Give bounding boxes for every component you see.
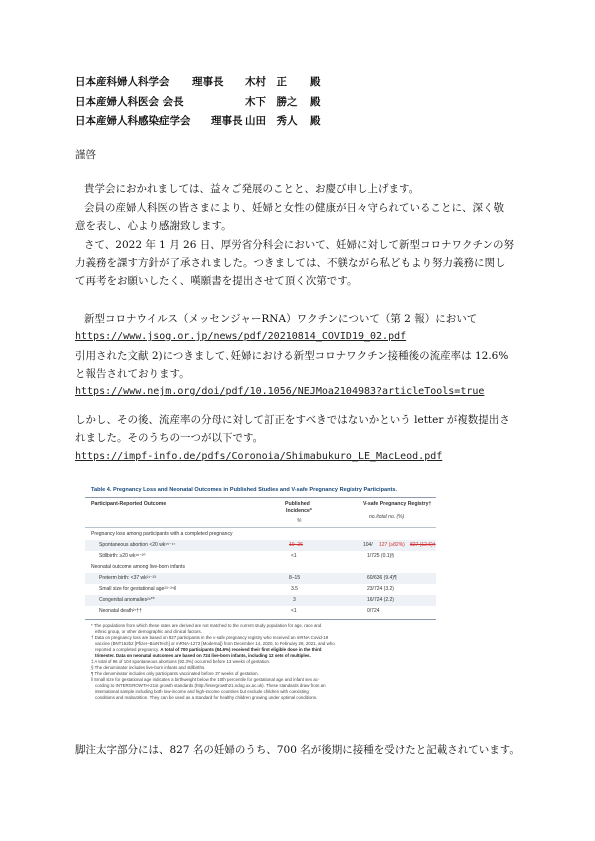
addressee-title-3: 理事長: [211, 115, 243, 127]
row-label: Spontaneous abortion <20 wk¹⁵⁻¹⁷: [99, 542, 176, 548]
row-registry: 1/725 (0.1)§: [367, 553, 394, 559]
row-registry: 104/: [363, 542, 373, 548]
footnote-text: reported a completed pregnancy.: [95, 647, 160, 652]
paragraph-3-line-1: さて、2022 年 1 月 26 日、厚労省分科会において、妊婦に対して新型コロナワクチンの努: [84, 239, 515, 251]
closing-paragraph: 脚注太字部分には、827 名の妊婦のうち、700 名が後期に接種を受けたと記載されています。: [75, 744, 520, 756]
section-label: Neonatal outcome among live-born infants: [91, 564, 185, 570]
footnote-line: * The populations from which these rates are derived are not matched to the current study population for age, race and: [91, 623, 322, 628]
row-label: Neonatal death²⁷††: [99, 608, 142, 614]
footnote-line: ‖ Small size for gestational age indicates a birthweight below the 10th percentile for gestational age and infant sex ac-: [91, 677, 320, 682]
impf-link[interactable]: https://impf-info.de/pdfs/Coronoia/Shimabukuro_LE_MacLeod.pdf: [75, 451, 443, 462]
addressee-name-1: 木村 正: [245, 76, 287, 88]
row-published: <1: [291, 553, 297, 559]
paragraph-5-line-2: と報告されております。: [75, 368, 190, 380]
addressee-honorific-2: 殿: [310, 96, 321, 108]
row-registry: 16/724 (2.2): [367, 597, 394, 603]
row-label: Stillbirth: ≥20 wk¹⁸⁻²⁰: [99, 553, 146, 559]
row-published: 3.5: [291, 586, 298, 592]
table-row: [85, 584, 436, 595]
addressee-title-1: 理事長: [192, 76, 224, 88]
greeting: 謹啓: [75, 149, 96, 161]
table-row: [85, 606, 436, 617]
table-row: [85, 551, 436, 562]
col-header-registry: V-safe Pregnancy Registry†: [363, 501, 432, 507]
footnote-line: conditions and malnutrition. They can be used as a standard for healthy children growing under optimal conditions.: [95, 695, 318, 700]
addressee-org-2: 日本産婦人科医会 会長: [75, 96, 184, 108]
col-header-outcome: Participant-Reported Outcome: [91, 501, 167, 507]
addressee-name-2: 木下 勝之: [245, 96, 298, 108]
paragraph-3-line-3: て再考をお願いしたく、嘆願書を提出させて頂く次第です。: [75, 275, 358, 287]
jsog-link[interactable]: https://www.jsog.or.jp/news/pdf/20210814_COVID19_02.pdf: [75, 331, 407, 342]
row-label: Preterm birth: <37 wk²¹⁻²³: [99, 575, 156, 581]
footnote-line: international sample including both low-income and high-income countries but exclude children with coexisting: [95, 689, 309, 694]
paragraph-4: 新型コロナウイルス（メッセンジャーRNA）ワクチンについて（第 2 報）において: [84, 313, 478, 325]
col-header-published-1: Published: [285, 501, 310, 507]
section-row-neonatal: [85, 562, 436, 573]
addressee-honorific-1: 殿: [310, 76, 321, 88]
table-top-rule: [85, 497, 436, 498]
addressee-name-3: 山田 秀人: [245, 115, 298, 127]
row-label: Small size for gestational age²³⁻²⁵‖: [99, 586, 177, 592]
row-published: 10–26: [289, 542, 303, 548]
row-registry: 0/724: [367, 608, 380, 614]
paragraph-2-line-1: 会員の産婦人科医の皆さまにより、妊婦と女性の健康が日々守られていることに、深く敬: [84, 202, 504, 214]
table-header-rule: [85, 527, 436, 528]
row-registry: 60/636 (9.4)¶: [367, 575, 397, 581]
table-4-figure: [85, 482, 436, 738]
col-header-published-2: Incidence*: [286, 508, 312, 514]
col-unit-registry: no./total no. (%): [369, 514, 405, 520]
footnote-line: vaccine (BNT162b2 [Pfizer–BioNTech] or mRNA-1273 [Moderna]) from December 14, 2020, to February 28, 2021, and who: [95, 641, 335, 646]
paragraph-2-line-2: 意を表し、心より感謝致します。: [75, 220, 232, 232]
section-label: Pregnancy loss among participants with a completed pregnancy: [91, 531, 233, 537]
table-row: [85, 595, 436, 606]
row-published: 8–15: [289, 575, 301, 581]
table-caption: Table 4. Pregnancy Loss and Neonatal Outcomes in Published Studies and V-safe Pregnancy Registry Participants.: [91, 487, 398, 493]
table-bottom-rule: [85, 619, 436, 620]
footnote-line: ethnic group, or other demographic and clinical factors.: [95, 629, 202, 634]
paragraph-5-line-1: 引用された文献 2)につきまして､妊婦における新型コロナワクチン接種後の流産率は 12.6%: [75, 350, 509, 362]
row-registry-struck: 827 (12.6)†: [410, 542, 436, 548]
footnote-line: ¶ The denominator includes only participants vaccinated before 37 weeks of gestation.: [91, 671, 259, 676]
section-row-pregnancy-loss: [85, 529, 436, 540]
table-row: [85, 573, 436, 584]
paragraph-6-line-1: しかし、その後、流産率の分母に対して訂正をすべきではないかという letter が複数提出さ: [75, 414, 510, 426]
footnote-line: § The denominator includes live-born infants and stillbirths.: [91, 665, 206, 670]
paragraph-3-line-2: 力義務を課す方針が了承されました。つきましては、不躾ながら私どもより努力義務に関し: [75, 257, 506, 269]
footnote-line: cording to INTERGROWTH-21st growth standards (http://intergrowth21.ndog.ox.ac.uk). These standards draw from an: [95, 683, 326, 688]
addressee-honorific-3: 殿: [310, 115, 321, 127]
footnote-line: ‡ A total of 96 of 104 spontaneous abortions (92.3%) occurred before 13 weeks of gestation.: [91, 659, 271, 664]
row-registry: 23/724 (3.2): [367, 586, 394, 592]
paragraph-6-line-2: れました。そのうちの一つが以下です。: [75, 432, 264, 444]
addressee-org-3: 日本産婦人科感染症学会: [75, 115, 191, 127]
row-published: <1: [291, 608, 297, 614]
addressee-org-1: 日本産科婦人科学会: [75, 76, 170, 88]
footnote-line: † Data on pregnancy loss are based on 827 participants in the v-safe pregnancy registry who received an mRNA Covid-19: [91, 635, 329, 640]
footnote-bold-line: trimester. Data on neonatal outcomes are based on 724 live-born infants, including 12 sets of multiples.: [95, 653, 311, 658]
row-registry-corrected: 127 (≥82%): [379, 542, 405, 548]
table-row: [85, 540, 436, 551]
row-label: Congenital anomalies²⁶**: [99, 597, 155, 603]
footnote-bold: A total of 700 participants (84.6%) received their first eligible dose in the third: [160, 647, 322, 652]
row-published: 3: [293, 597, 296, 603]
col-unit-percent: %: [297, 518, 302, 524]
nejm-link[interactable]: https://www.nejm.org/doi/pdf/10.1056/NEJMoa2104983?articleTools=true: [75, 386, 485, 397]
paragraph-1: 貴学会におかれましては、益々ご発展のことと、お慶び申し上げます。: [84, 183, 420, 195]
